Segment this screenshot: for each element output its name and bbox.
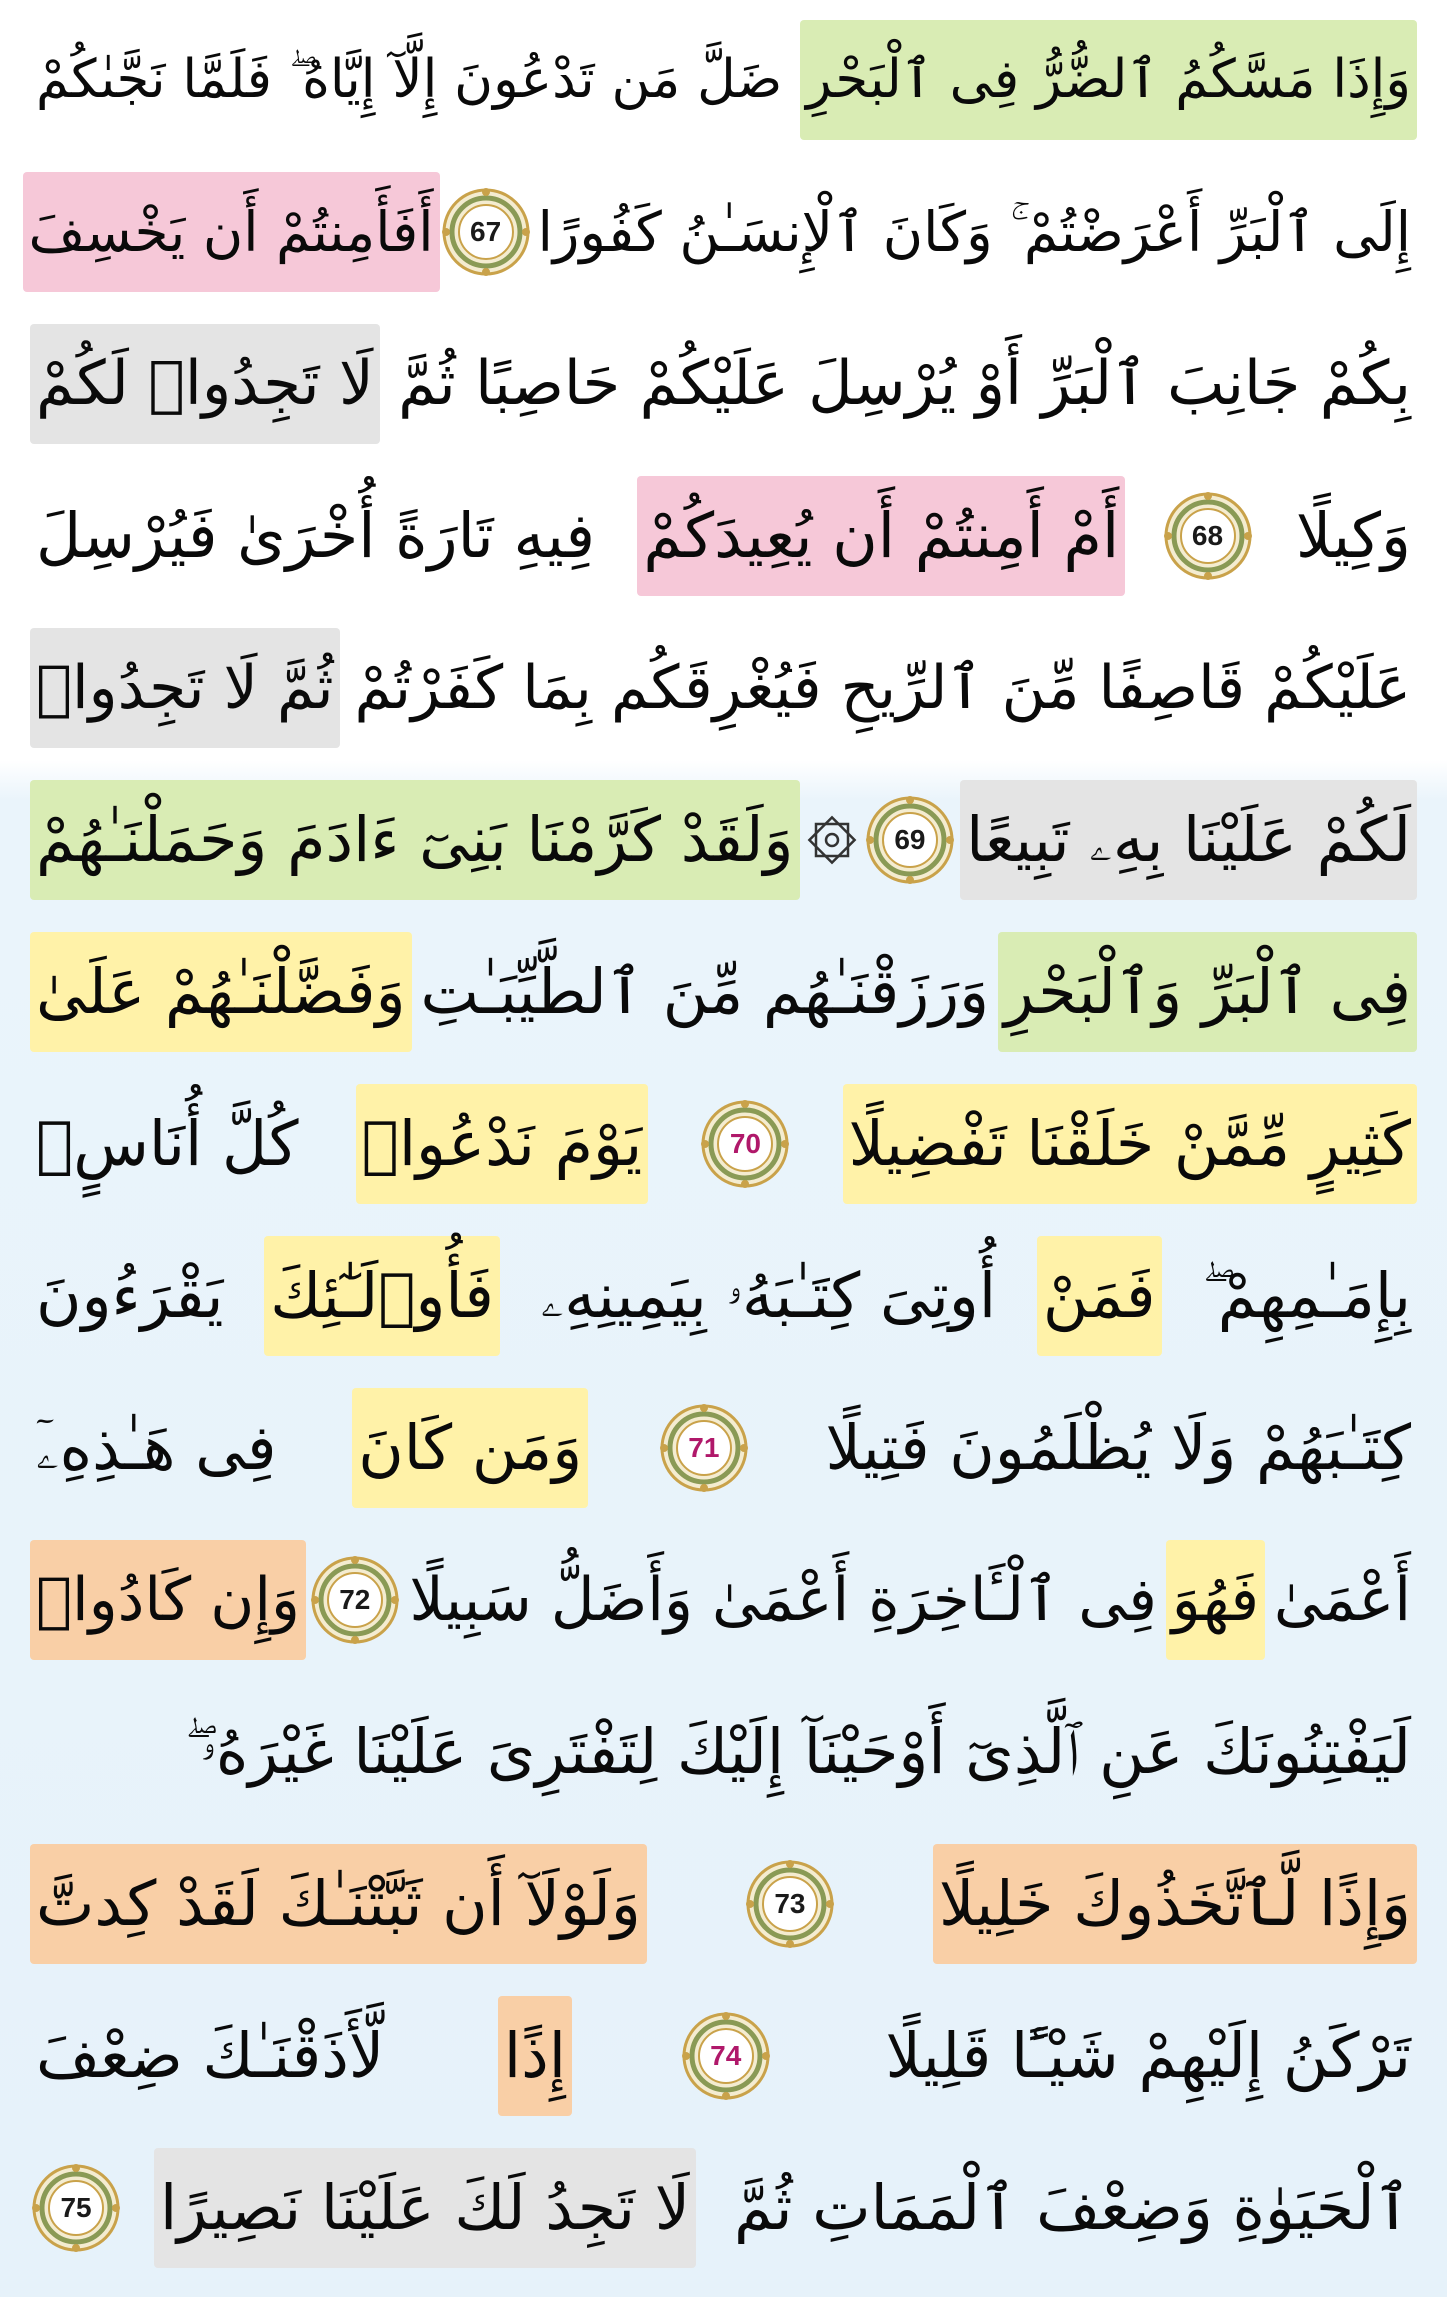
text-line-row [30,932,1417,1052]
text-segment: لَيَفْتِنُونَكَ عَنِ ٱلَّذِىٓ أَوْحَيْنَآ إِلَيْكَ لِتَفْتَرِىَ عَلَيْنَا غَيْرَهُۥ ۖ [184,1715,1411,1788]
text-line-row [30,476,1417,596]
text-segment: يَقْرَءُونَ [36,1259,224,1332]
text-segment: لَّأَذَقْنَـٰكَ ضِعْفَ [36,2019,385,2092]
highlighted-text-segment: أَفَأَمِنتُمْ أَن يَخْسِفَ [23,172,440,292]
highlighted-text-segment: كَثِيرٍ مِّمَّنْ خَلَقْنَا تَفْضِيلًا [843,1084,1417,1204]
verse-number: 72 [339,1584,371,1615]
text-segment: بِإِمَـٰمِهِمْ ۖ [1202,1259,1411,1332]
rub-el-hizb-icon [804,812,860,868]
highlighted-text-segment: وَلَقَدْ كَرَّمْنَا بَنِىٓ ءَادَمَ وَحَمَلْنَـٰهُمْ [30,780,799,900]
text-line [0,1834,1447,1974]
verse-number: 70 [729,1128,761,1159]
text-segment: تَرْكَنُ إِلَيْهِمْ شَيْـًٔا قَلِيلًا [885,2019,1411,2092]
verse-number: 75 [60,2192,92,2223]
text-line-row [30,1236,1417,1356]
text-line-row [30,1692,1417,1812]
highlighted-text-segment: وَمَن كَانَ [352,1388,588,1508]
verse-number: 68 [1191,520,1224,551]
text-line [0,162,1447,302]
text-line [0,2138,1447,2278]
text-line [0,1074,1447,1214]
highlighted-text-segment: لَا تَجِدُوا۟ لَكُمْ [30,324,380,444]
text-segment: كِتَـٰبَهُمْ وَلَا يُظْلَمُونَ فَتِيلًا [825,1411,1411,1484]
verse-end-marker-icon [864,794,956,886]
verse-end-marker-icon [699,1098,791,1190]
text-line-row [30,20,1417,140]
text-line [0,466,1447,606]
text-line [0,1226,1447,1366]
text-segment: ضَلَّ مَن تَدْعُونَ إِلَّآ إِيَّاهُ ۖ فَلَمَّا نَجَّىٰكُمْ [36,49,783,110]
text-line [0,1530,1447,1670]
highlighted-text-segment: فَهُوَ [1166,1540,1265,1660]
verse-number: 73 [774,1888,806,1919]
highlighted-text-segment: فِى ٱلْبَرِّ وَٱلْبَحْرِ [998,932,1417,1052]
text-line [0,770,1447,910]
highlighted-text-segment: إِذًا [498,1996,572,2116]
text-line-row [30,1996,1417,2116]
text-line [0,314,1447,454]
text-segment: أُوتِىَ كِتَـٰبَهُۥ بِيَمِينِهِۦ [540,1259,997,1332]
verse-end-marker-icon [1162,490,1254,582]
verse-number: 71 [688,1432,720,1463]
verse-end-marker-icon [680,2010,772,2102]
text-line [0,1682,1447,1822]
verse-number: 69 [894,824,926,855]
text-line-row [30,1844,1417,1964]
text-segment: أَعْمَىٰ [1273,1565,1411,1635]
highlighted-text-segment: فَأُو۟لَـٰٓئِكَ [264,1236,500,1356]
verse-end-marker-icon [30,2162,122,2254]
text-line-row [30,628,1417,748]
verse-end-marker-icon [309,1554,401,1646]
text-line [0,10,1447,150]
text-segment: ٱلْحَيَوٰةِ وَضِعْفَ ٱلْمَمَاتِ ثُمَّ [734,2171,1411,2244]
text-line-row [30,172,1417,292]
highlighted-text-segment: أَمْ أَمِنتُمْ أَن يُعِيدَكُمْ [637,476,1125,596]
highlighted-text-segment: وَإِذَا مَسَّكُمُ ٱلضُّرُّ فِى ٱلْبَحْرِ [800,20,1417,140]
text-segment: فِيهِ تَارَةً أُخْرَىٰ فَيُرْسِلَ [36,499,596,572]
highlighted-text-segment: فَمَنْ [1037,1236,1162,1356]
highlighted-text-segment: ثُمَّ لَا تَجِدُوا۟ [30,628,340,748]
text-line [0,618,1447,758]
text-segment: كُلَّ أُنَاسٍۭ [36,1107,299,1180]
text-line-row [30,1084,1417,1204]
text-segment: فِى ٱلْـَٔاخِرَةِ أَعْمَىٰ وَأَضَلُّ سَبِيلًا [409,1565,1157,1635]
text-line-row [30,780,1417,900]
verse-end-marker-icon [658,1402,750,1494]
text-segment: عَلَيْكُمْ قَاصِفًا مِّنَ ٱلرِّيحِ فَيُغْرِقَكُم بِمَا كَفَرْتُمْ [354,653,1411,723]
text-line [0,1378,1447,1518]
verse-end-marker-icon [440,186,532,278]
text-line-row [30,324,1417,444]
text-segment: فِى هَـٰذِهِۦٓ [36,1411,277,1484]
highlighted-text-segment: لَكُمْ عَلَيْنَا بِهِۦ تَبِيعًا [960,780,1417,900]
text-segment: وَرَزَقْنَـٰهُم مِّنَ ٱلطَّيِّبَـٰتِ [420,955,990,1028]
text-line-row [30,1540,1417,1660]
verse-end-marker-icon [744,1858,836,1950]
highlighted-text-segment: وَإِذًا لَّٱتَّخَذُوكَ خَلِيلًا [933,1844,1417,1964]
highlighted-text-segment: وَفَضَّلْنَـٰهُمْ عَلَىٰ [30,932,412,1052]
text-line [0,1986,1447,2126]
text-segment: بِكُمْ جَانِبَ ٱلْبَرِّ أَوْ يُرْسِلَ عَلَيْكُمْ حَاصِبًا ثُمَّ [398,348,1411,419]
verse-number: 67 [470,216,502,247]
text-segment: إِلَى ٱلْبَرِّ أَعْرَضْتُمْ ۚ وَكَانَ ٱلْإِنسَـٰنُ كَفُورًا [537,200,1411,264]
text-line [0,922,1447,1062]
highlighted-text-segment: يَوْمَ نَدْعُوا۟ [356,1084,649,1204]
text-line-row [30,2148,1417,2268]
highlighted-text-segment: وَإِن كَادُوا۟ [30,1540,306,1660]
highlighted-text-segment: وَلَوْلَآ أَن ثَبَّتْنَـٰكَ لَقَدْ كِدتَّ [30,1844,647,1964]
highlighted-text-segment: لَا تَجِدُ لَكَ عَلَيْنَا نَصِيرًا [154,2148,696,2268]
text-line-row [30,1388,1417,1508]
text-segment: وَكِيلًا [1295,499,1411,572]
verse-number: 74 [710,2040,742,2071]
